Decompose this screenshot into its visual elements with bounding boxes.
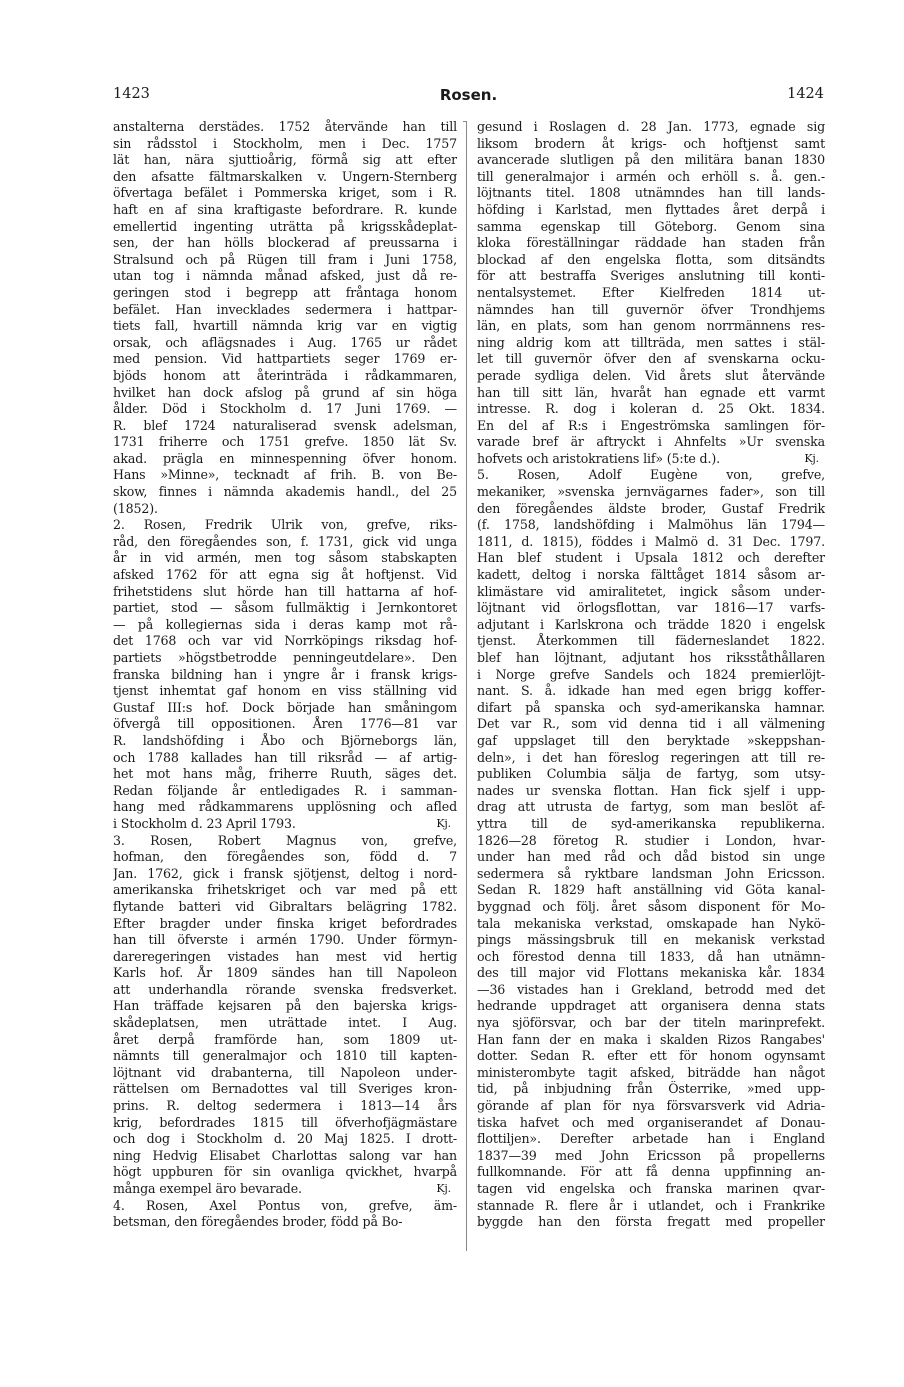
text-line: tagen vid engelska och franska marinen qvar- (477, 1181, 825, 1196)
text-line: orsak, och aflägsnades i Aug. 1765 ur rådet (113, 334, 457, 350)
text-line: mekaniker, »svenska jernvägarnes fader», son till (477, 484, 825, 500)
right-column (477, 119, 825, 1231)
text-line: stannade R. flere år i utlandet, och i Frankrike (477, 1197, 825, 1213)
text-line: 1837—39 med John Ericsson på propellerns (477, 1147, 825, 1163)
text-line: betsman, den föregåendes broder, född på Bo- (113, 1214, 403, 1230)
text-line: Kj. många exempel äro bevarade. (113, 1181, 451, 1196)
text-line: 4. Rosen, Axel Pontus von, grefve, äm- (113, 1197, 457, 1213)
text-line: prins. R. deltog sedermera i 1813—14 års (113, 1098, 457, 1114)
text-line: pings mässingsbruk till en mekanisk verkstad (477, 932, 825, 948)
text-line: nya sjöförsvar, och bar der titeln marinprefekt. (477, 1015, 825, 1031)
text-line: Han blef student i Upsala 1812 och derefter (477, 550, 825, 566)
text-line: tid, på inbjudning från Österrike, »med upp- (477, 1081, 825, 1097)
text-line: flottiljen». Derefter arbetade han i England (477, 1131, 825, 1147)
text-line: 1826—28 företog R. studier i London, hvar- (477, 832, 825, 848)
text-line: år in vid armén, men tog såsom stabskapten (113, 550, 457, 566)
text-line: (f. 1758, landshöfding i Malmöhus län 1794— (477, 517, 825, 533)
text-line: drag att utrusta de fartyg, som man beslöt af- (477, 799, 825, 815)
text-line: Hans »Minne», tecknadt af frih. B. von Be- (113, 467, 457, 483)
text-line: krig, befordrades 1815 till öfverhofjägmästare (113, 1114, 457, 1130)
text-line: blockad af den engelska flotta, som ditsändts (477, 251, 825, 267)
text-line: liksom brodern åt krigs- och hoftjenst samt (477, 135, 825, 151)
text-line: löjtnant vid örlogsflottan, var 1816—17 varfs- (477, 600, 825, 616)
text-line: fullkomnande. För att få denna uppfinning an- (477, 1164, 825, 1180)
text-line: het mot hans måg, friherre Ruuth, säges det. (113, 766, 457, 782)
text-line: hedrande uppdraget att organisera denna stats (477, 998, 825, 1014)
text-line: görande af plan för nya försvarsverk vid Adria- (477, 1098, 825, 1114)
text-line: ning Hedvig Elisabet Charlottas salong var han (113, 1147, 457, 1163)
text-line: 2. Rosen, Fredrik Ulrik von, grefve, riks- (113, 517, 457, 533)
text-line: höfding i Karlstad, men flyttades året derpå i (477, 201, 825, 217)
text-line: En del af R:s i Engeströmska samlingen för- (477, 417, 825, 433)
text-line: dotter. Sedan R. efter ett för honom ogynsamt (477, 1048, 825, 1064)
text-line: Sedan R. 1829 haft anställning vid Göta kanal- (477, 882, 825, 898)
text-line: frihetstidens slut hörde han till hattarna af hof- (113, 583, 457, 599)
text-line: byggnad och följ. året såsom disponent för Mo- (477, 898, 825, 914)
text-line: tala mekaniska verkstad, omskapade han Nykö- (477, 915, 825, 931)
text-line: sedermera så ryktbare landsman John Ericsson. (477, 865, 825, 881)
text-line: att underhandla rörande svenska fredsverket. (113, 981, 457, 997)
text-line: och dog i Stockholm d. 20 Maj 1825. I drott- (113, 1131, 457, 1147)
text-line: klimästare vid amiralitetet, ingick såsom under- (477, 583, 825, 599)
text-line: — på kollegiernas sida i deras kamp mot rå- (113, 616, 457, 632)
text-line: geringen stod i begrepp att fråntaga honom (113, 284, 457, 300)
text-line: akad. prägla en minnespenning öfver honom. (113, 450, 457, 466)
text-line: öfvertaga befälet i Pommerska kriget, som i R. (113, 185, 457, 201)
text-line: han till sitt län, hvaråt han egnade ett varmt (477, 384, 825, 400)
text-line: samma egenskap till Göteborg. Genom sina (477, 218, 825, 234)
text-line: kadett, deltog i norska fälttåget 1814 såsom ar- (477, 567, 825, 583)
text-line: dareregeringen vistades han mest vid hertig (113, 948, 457, 964)
text-line: intresse. R. dog i koleran d. 25 Okt. 1834. (477, 401, 825, 417)
text-line: Stralsund och på Rügen till fram i Juni 1758, (113, 251, 457, 267)
text-line: Det var R., som vid denna tid i all välmening (477, 716, 825, 732)
text-line: —36 vistades han i Grekland, betrodd med det (477, 981, 825, 997)
text-line: tjenst inhemtat gaf honom en viss ställning vid (113, 683, 457, 699)
text-line: hofman, den föregåendes son, född d. 7 (113, 849, 457, 865)
text-line: Karls hof. År 1809 sändes han till Napoleon (113, 965, 457, 981)
text-line: nant. S. å. idkade han med egen brigg koffer- (477, 683, 825, 699)
text-line: nades ur svenska flottan. Han fick sjelf i upp- (477, 782, 825, 798)
text-line: tiska hafvet och med organiserandet af Donau- (477, 1114, 825, 1130)
text-line: och 1788 kallades han till riksråd — af artig- (113, 749, 457, 765)
text-line: partiets »högstbetrodde penningeutdelare». Den (113, 650, 457, 665)
text-line: flytande batteri vid Gibraltars belägring 1782. (113, 898, 457, 914)
text-line: byggde han den första fregatt med propeller (477, 1214, 825, 1230)
text-line: Jan. 1762, gick i fransk sjötjenst, deltog i nord- (113, 865, 457, 881)
text-line: Han fann der en maka i skalden Rizos Rangabes' (477, 1031, 825, 1047)
page-number-left: 1423 (113, 86, 150, 102)
text-line: haft en af sina kraftigaste befordrare. R. kunde (113, 201, 457, 217)
text-line: yttra till de syd-amerikanska republikerna. (477, 815, 825, 831)
text-line: i Norge grefve Sandels och 1824 premierlöjt- (477, 666, 825, 682)
text-line: 1731 friherre och 1751 grefve. 1850 lät Sv. (113, 434, 457, 450)
text-line: skow, finnes i nämnda akademis handl., del 25 (113, 484, 457, 500)
text-line: rättelsen om Bernadottes val till Sveriges kron- (113, 1081, 457, 1097)
text-line: till generalmajor i armén och erhöll s. å. gen.- (477, 168, 825, 184)
text-line: lät han, nära sjuttioårig, förmå sig att efter (113, 152, 457, 168)
text-line: utan tog i nämnda månad afsked, just då re- (113, 268, 457, 284)
text-line: partiet, stod — såsom fullmäktig i Jernkontoret (113, 600, 457, 616)
text-line: skådeplatsen, men uträttade intet. I Aug. (113, 1015, 457, 1031)
text-line: ning aldrig kom att tillträda, men sattes i stäl- (477, 334, 825, 350)
text-line: tjenst. Återkommen till fäderneslandet 1822. (477, 633, 825, 649)
text-line: 1811, d. 1815), föddes i Malmö d. 31 Dec. 1797. (477, 533, 825, 549)
text-line: löjtnant vid drabanterna, till Napoleon under- (113, 1064, 457, 1080)
text-line: Redan följande år entledigades R. i samman- (113, 782, 457, 798)
text-line: R. blef 1724 naturaliserad svensk adelsman, (113, 417, 457, 433)
text-line: den föregåendes äldste broder, Gustaf Fredrik (477, 500, 825, 516)
text-line: avancerade slutligen på den militära banan 1830 (477, 152, 825, 168)
text-line: sin rådsstol i Stockholm, men i Dec. 1757 (113, 135, 457, 151)
text-line: amerikanska frihetskriget och var med på ett (113, 882, 457, 898)
text-line: let till guvernör öfver den af svenskarna ocku- (477, 351, 825, 367)
text-line: Gustaf III:s hof. Dock började han småningom (113, 699, 457, 715)
text-line: öfvergå till oppositionen. Åren 1776—81 var (113, 716, 457, 732)
text-line: varade bref är aftryckt i Ahnfelts »Ur svenska (477, 434, 825, 450)
text-line: och förestod denna till 1833, då han utnämn- (477, 948, 825, 964)
signature: Kj. (436, 1182, 451, 1195)
text-line: gesund i Roslagen d. 28 Jan. 1773, egnade sig (477, 119, 825, 134)
text-line: adjutant i Karlskrona och trädde 1820 i engelsk (477, 616, 825, 632)
text-line: R. landshöfding i Åbo och Björneborgs län, (113, 732, 457, 748)
text-line: Han träffade kejsaren på den bajerska krigs- (113, 998, 457, 1014)
text-line: afsked 1762 för att egna sig åt hoftjenst. Vid (113, 567, 457, 583)
text-line: det 1768 och var vid Norrköpings riksdag hof- (113, 633, 457, 649)
text-line: nämnts till generalmajor och 1810 till kapten- (113, 1048, 457, 1064)
text-line: ministerombyte tagit afsked, biträdde han något (477, 1064, 825, 1080)
text-line: hang med rådkammarens upplösning och afled (113, 799, 457, 815)
text-line: löjtnants titel. 1808 utnämndes han till lands- (477, 185, 825, 201)
text-line: tiets fall, hvartill nämnda krig var en vigtig (113, 318, 457, 334)
text-line: sen, der han hölls blockerad af preussarna i (113, 235, 457, 251)
signature: Kj. (436, 816, 451, 830)
text-line: han till öfverste i armén 1790. Under förmyn- (113, 932, 457, 948)
text-line: högt uppburen för sin ovanliga qvickhet, hvarpå (113, 1164, 457, 1180)
page-number-right: 1424 (787, 86, 824, 102)
text-line: nentalsystemet. Efter Kielfreden 1814 ut- (477, 284, 825, 300)
text-line: ålder. Död i Stockholm d. 17 Juni 1769. — (113, 401, 457, 417)
text-line: emellertid ingenting uträtta på krigsskådeplat- (113, 218, 457, 234)
text-line: (1852). (113, 500, 158, 516)
page-header (113, 86, 824, 106)
text-line: bjöds honom att återinträda i rådkammaren, (113, 367, 457, 383)
text-line: nämndes han till guvernör öfver Trondhjems (477, 301, 825, 317)
text-line: den afsatte fältmarskalken v. Ungern-Sternberg (113, 168, 457, 184)
text-line: för att bestraffa Sveriges anslutning till konti- (477, 268, 825, 284)
text-line: gaf uppslaget till den beryktade »skeppshan- (477, 732, 825, 748)
text-line: under han med råd och dåd bistod sin unge (477, 849, 825, 865)
text-line: kloka föreställningar räddade han staden från (477, 235, 825, 251)
text-line: året derpå framförde han, som 1809 ut- (113, 1031, 457, 1047)
text-line: Kj. hofvets och aristokratiens lif» (5:te d.). (477, 450, 819, 466)
text-line: 3. Rosen, Robert Magnus von, grefve, (113, 832, 457, 848)
text-line: län, en plats, som han genom norrmännens res- (477, 318, 825, 334)
text-line: 5. Rosen, Adolf Eugène von, grefve, (477, 467, 825, 483)
text-line: anstalterna derstädes. 1752 återvände han till (113, 119, 457, 134)
text-line: Efter bragder under finska kriget befordrades (113, 915, 457, 931)
page-title: Rosen. (439, 86, 498, 104)
text-line: råd, den föregåendes son, f. 1731, gick vid unga (113, 533, 457, 549)
text-line: perade sydliga delen. Vid årets slut återvände (477, 367, 825, 383)
column-divider (466, 121, 467, 1251)
signature: Kj. (804, 451, 819, 465)
text-line: blef han löjtnant, adjutant hos riksståthållaren (477, 650, 825, 665)
text-line: befälet. Han invecklades sedermera i hattpar- (113, 301, 457, 317)
text-line: difart på spanska och syd-amerikanska hamnar. (477, 699, 825, 715)
text-line: Kj. i Stockholm d. 23 April 1793. (113, 815, 451, 831)
text-line: publiken Columbia sälja de fartyg, som utsy- (477, 766, 825, 782)
text-line: franska bildning han i yngre år i fransk krigs- (113, 666, 457, 682)
left-column (113, 119, 457, 1231)
text-line: deln», i det han föreslog regeringen att till re- (477, 749, 825, 765)
text-line: des till major vid Flottans mekaniska kår. 1834 (477, 965, 825, 981)
text-line: med pension. Vid hattpartiets seger 1769 er- (113, 351, 457, 367)
text-line: hvilket han dock afslog på grund af sin höga (113, 384, 457, 400)
